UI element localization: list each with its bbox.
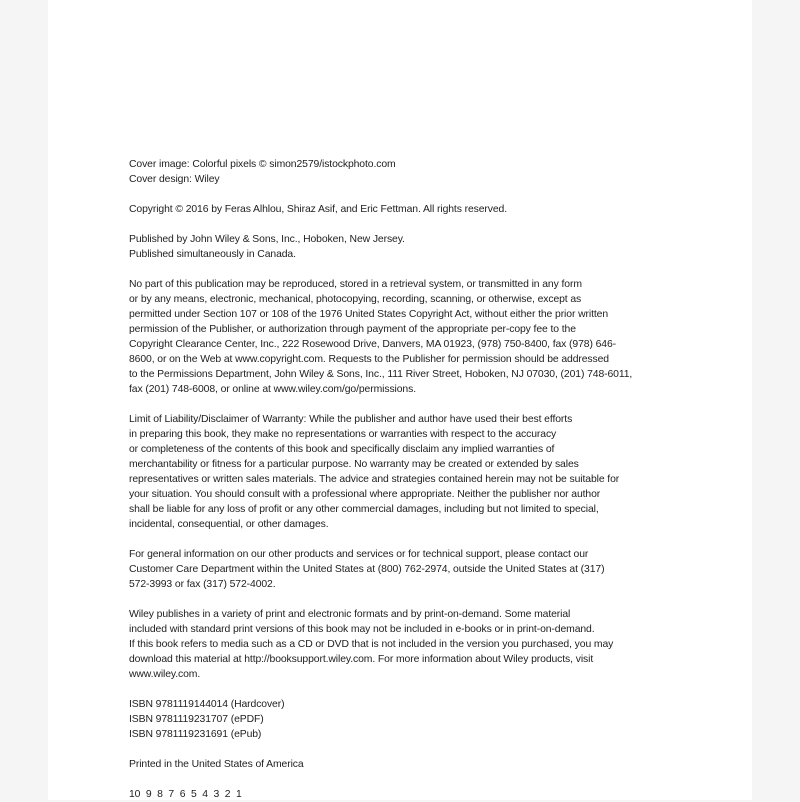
published-canada-line: Published simultaneously in Canada. <box>129 249 296 260</box>
cover-design-credit: Cover design: Wiley <box>129 174 220 185</box>
isbn-epdf: ISBN 9781119231707 (ePDF) <box>129 714 264 725</box>
cover-image-credit: Cover image: Colorful pixels © simon2579/istockphoto.com <box>129 159 396 170</box>
liability-paragraph: Limit of Liability/Disclaimer of Warranty: While the publisher and author have used their best efforts in preparing this book, they make no representations or warranties with respect to the accuracy or completeness of the contents of this book and specifically disclaim any implied warranties of merchantability or fitness for a particular purpose. No warranty may be created or extended by sales representatives or written sales materials. The advice and strategies contained herein may not be suitable for your situation. You should consult with a professional where appropriate. Neither the publisher nor author shall be liable for any loss of profit or any other commercial damages, including but not limited to special, incidental, consequential, or other damages. <box>129 414 620 530</box>
print-number-line: 10 9 8 7 6 5 4 3 2 1 <box>129 789 242 800</box>
publisher-line: Published by John Wiley & Sons, Inc., Hoboken, New Jersey. <box>129 234 405 245</box>
isbn-epub: ISBN 9781119231691 (ePub) <box>129 729 262 740</box>
copyright-page-content <box>129 157 681 802</box>
permissions-paragraph: No part of this publication may be reproduced, stored in a retrieval system, or transmitted in any form or by any means, electronic, mechanical, photocopying, recording, scanning, or otherwise, except as permitted under Section 107 or 108 of the 1976 United States Copyright Act, without either the prior written permission of the Publisher, or authorization through payment of the appropriate per-copy fee to the Copyright Clearance Center, Inc., 222 Rosewood Drive, Danvers, MA 01923, (978) 750-8400, fax (978) 646- 8600, or on the Web at www.copyright.com. Requests to the Publisher for permission should be addressed to the Permissions Department, John Wiley & Sons, Inc., 111 River Street, Hoboken, NJ 07030, (201) 748-6011, fax (201) 748-6008, or online at www.wiley.com/go/permissions. <box>129 279 633 395</box>
printed-in-line: Printed in the United States of America <box>129 759 304 770</box>
formats-paragraph: Wiley publishes in a variety of print and electronic formats and by print-on-demand. Some material included with standard print versions of this book may not be included in e-books or in print-on-demand. If this book refers to media such as a CD or DVD that is not included in the version you purchased, you may download this material at http://booksupport.wiley.com. For more information about Wiley products, visit www.wiley.com. <box>129 609 614 680</box>
copyright-notice: Copyright © 2016 by Feras Alhlou, Shiraz Asif, and Eric Fettman. All rights reserved. <box>129 204 508 215</box>
isbn-hardcover: ISBN 9781119144014 (Hardcover) <box>129 699 285 710</box>
general-info-paragraph: For general information on our other products and services or for technical support, please contact our Customer Care Department within the United States at (800) 762-2974, outside the United States at (317) 572-3993 or fax (317) 572-4002. <box>129 549 605 590</box>
